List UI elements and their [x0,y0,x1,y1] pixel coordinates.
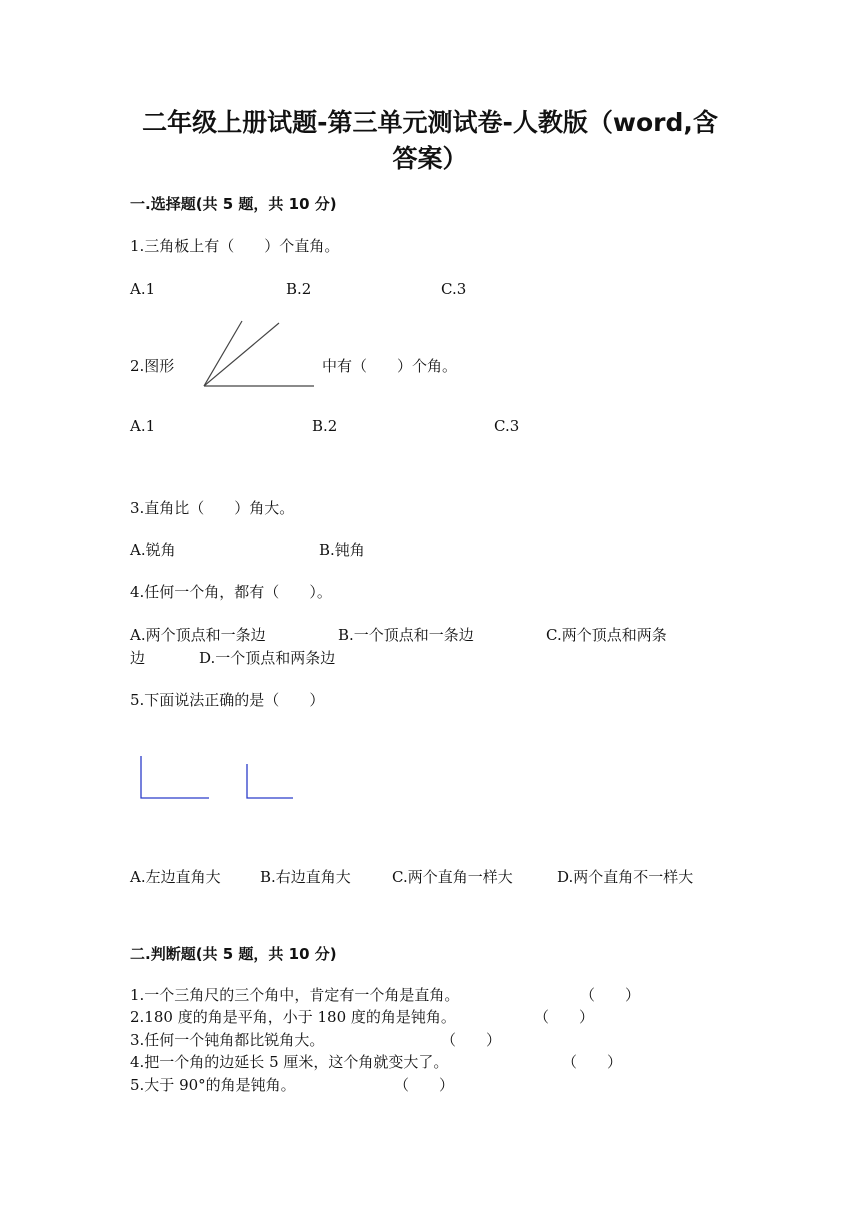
q5-option-a: A.左边直角大 [130,868,221,886]
q3-text: 3.直角比（ ）角大。 [130,499,295,517]
q4-option-b: B.一个顶点和一条边 [338,626,474,644]
tf-item-2-blank: （ ） [534,1008,595,1026]
figure-ray-top [204,323,279,386]
tf-item-5-blank: （ ） [394,1076,455,1094]
q5-option-c: C.两个直角一样大 [392,868,513,886]
tf-item-3-text: 3.任何一个钝角都比锐角大。 [130,1031,325,1049]
q4-option-c-wrap: 边 [130,649,146,667]
section1-heading: 一.选择题(共 5 题，共 10 分) [130,195,337,213]
q1-text: 1.三角板上有（ ）个直角。 [130,237,340,255]
tf-item-2-text: 2.180 度的角是平角，小于 180 度的角是钝角。 [130,1008,456,1026]
page-title-line2: 答案） [392,144,468,173]
q3-option-a: A.锐角 [130,541,176,559]
q2-option-b: B.2 [312,417,338,435]
q5-option-b: B.右边直角大 [260,868,351,886]
q4-option-d: D.一个顶点和两条边 [199,649,336,667]
q1-option-c: C.3 [441,280,467,298]
tf-item-4-text: 4.把一个角的边延长 5 厘米，这个角就变大了。 [130,1053,449,1071]
q4-text: 4.任何一个角，都有（ ）。 [130,583,332,601]
q5-option-d: D.两个直角不一样大 [557,868,694,886]
section2-heading: 二.判断题(共 5 题，共 10 分) [130,945,337,963]
q1-option-b: B.2 [286,280,312,298]
q5-right-angle-right [245,764,295,802]
q2-suffix: 中有（ ）个角。 [322,357,458,375]
tf-item-4-blank: （ ） [562,1053,623,1071]
q5-text: 5.下面说法正确的是（ ） [130,691,325,709]
tf-item-3-blank: （ ） [441,1031,502,1049]
tf-item-1-text: 1.一个三角尺的三个角中，肯定有一个角是直角。 [130,986,460,1004]
tf-item-5-text: 5.大于 90°的角是钝角。 [130,1076,296,1094]
q4-option-a: A.两个顶点和一条边 [130,626,266,644]
q1-option-a: A.1 [130,280,156,298]
q2-option-c: C.3 [494,417,520,435]
q2-prefix: 2.图形 [130,357,175,375]
q2-angle-figure [200,318,316,390]
q4-option-c: C.两个顶点和两条 [546,626,667,644]
q3-option-b: B.钝角 [319,541,365,559]
tf-item-1-blank: （ ） [580,986,641,1004]
q2-option-a: A.1 [130,417,156,435]
page-title-line1: 二年级上册试题-第三单元测试卷-人教版（word,含 [142,108,718,137]
figure-ray-middle [204,321,242,386]
q5-right-angle-left [139,756,211,802]
